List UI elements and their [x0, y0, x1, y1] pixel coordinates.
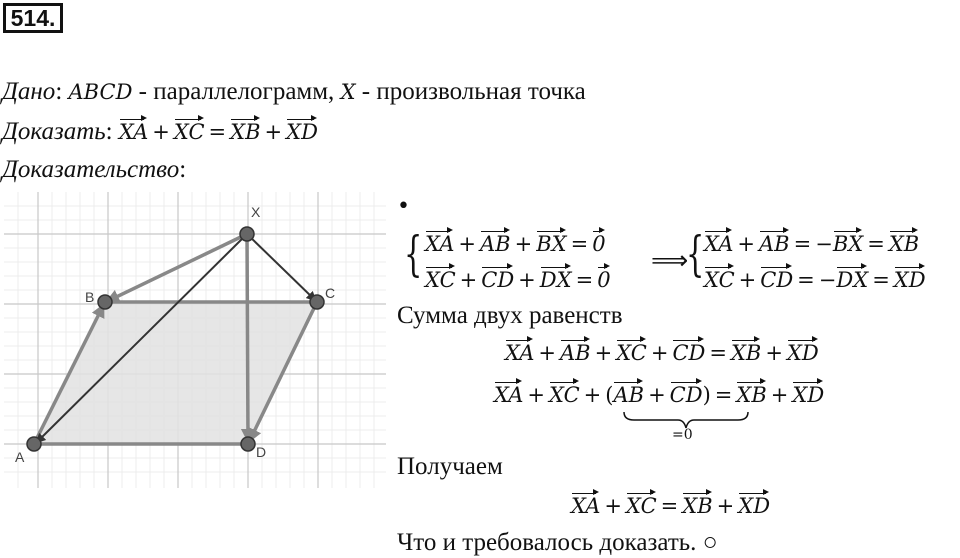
proof-label: Доказательство [2, 156, 180, 183]
label-a: A [15, 449, 25, 465]
prove-label: Доказать [2, 118, 106, 145]
point-a [27, 437, 41, 451]
system-eq-1: XA + AB + BX = 0 [425, 232, 606, 256]
system-eq-3: XA + AB = −BX = XB [704, 232, 920, 256]
sum-text: Сумма двух равенств [397, 302, 623, 329]
zero-note: =0 [672, 427, 693, 443]
right-brace: { [686, 226, 705, 282]
prove-line: Доказать: XA + XC = XB + XD [2, 118, 318, 145]
point-c [310, 295, 324, 309]
left-brace: { [404, 226, 423, 282]
parallelogram-figure [4, 192, 386, 488]
label-d: D [256, 444, 267, 460]
final-equation: XA + XC = XB + XD [571, 494, 771, 518]
conclusion-text: Что и требовалось доказать. ○ [397, 529, 718, 556]
given-text-1: - параллелограмм, [138, 78, 335, 105]
implies-arrow: ⟹ [651, 246, 689, 276]
bullet: • [397, 194, 410, 219]
given-text-2: - произвольная точка [361, 78, 586, 105]
point-d [241, 437, 255, 451]
figure-name: ABCD [68, 80, 133, 104]
given-label: Дано [2, 78, 56, 105]
point-name: X [340, 80, 356, 104]
given-line: Дано: ABCD - параллелограмм, X - произвольная точка [2, 78, 586, 105]
proof-line: Доказательство: [2, 156, 187, 183]
label-b: B [85, 289, 95, 305]
sum-equation-1: XA + AB + XC + CD = XB + XD [505, 341, 819, 365]
vector-xd [247, 234, 248, 440]
problem-number: 514. [3, 3, 63, 33]
system-eq-4: XC + CD = −DX = XD [704, 268, 926, 292]
obtain-text: Получаем [397, 453, 503, 480]
system-eq-2: XC + CD + DX = 0 [425, 268, 611, 292]
label-x: X [251, 204, 261, 220]
label-c: C [325, 285, 336, 301]
prove-equation: XA + XC = XB + XD [118, 120, 318, 144]
point-x [240, 227, 254, 241]
sum-equation-2: XA + XC + (AB + CD) = XB + XD [494, 383, 825, 407]
point-b [98, 295, 112, 309]
